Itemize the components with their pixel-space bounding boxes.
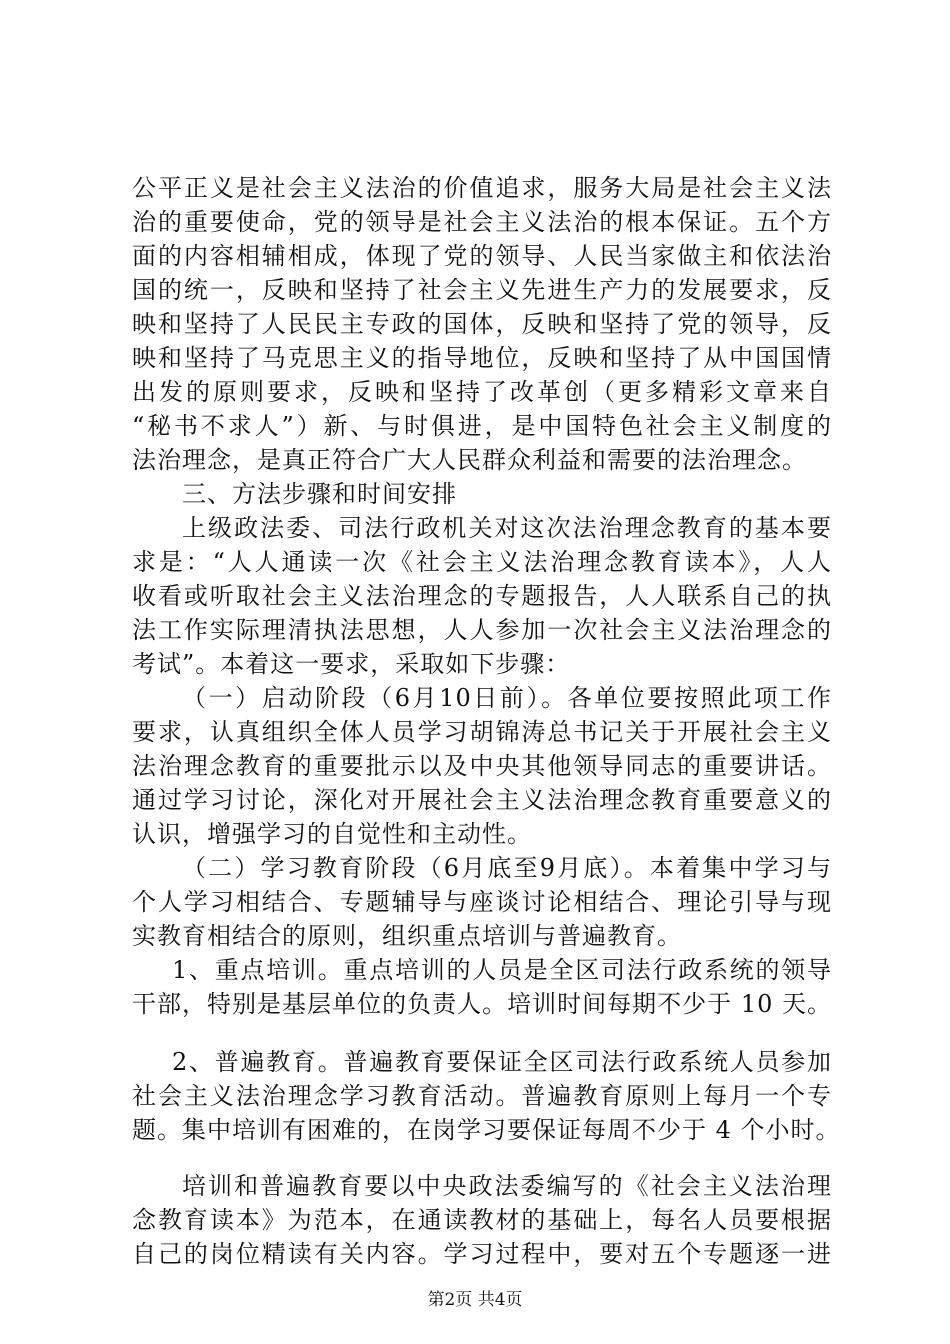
text-line: 上级政法委、司法行政机关对这次法治理念教育的基本要 bbox=[182, 514, 832, 542]
text-line: 映和坚持了马克思主义的指导地位，反映和坚持了从中国国情 bbox=[132, 344, 832, 372]
text-line: 干部，特别是基层单位的负责人。培训时间每期不少于 10 天。 bbox=[132, 990, 832, 1018]
text-line: 通过学习讨论，深化对开展社会主义法治理念教育重要意义的 bbox=[132, 786, 832, 814]
text-line: 个人学习相结合、专题辅导与座谈讨论相结合、理论引导与现 bbox=[132, 888, 832, 916]
text-line: 求是：“人人通读一次《社会主义法治理念教育读本》，人人 bbox=[132, 548, 832, 576]
text-line: 国的统一，反映和坚持了社会主义先进生产力的发展要求，反 bbox=[132, 276, 832, 304]
text-line: 公平正义是社会主义法治的价值追求，服务大局是社会主义法 bbox=[132, 174, 832, 202]
section-heading: 三、方法步骤和时间安排 bbox=[182, 480, 457, 508]
text-line: 实教育相结合的原则，组织重点培训与普遍教育。 bbox=[132, 922, 682, 950]
text-line: 2、普遍教育。普遍教育要保证全区司法行政系统人员参加 bbox=[172, 1048, 832, 1076]
text-line: “秘书不求人”）新、与时俱进，是中国特色社会主义制度的 bbox=[132, 412, 832, 440]
text-line: 收看或听取社会主义法治理念的专题报告，人人联系自己的执 bbox=[132, 582, 832, 610]
text-line: 法工作实际理清执法思想，人人参加一次社会主义法治理念的 bbox=[132, 616, 832, 644]
text-line: 考试”。本着这一要求，采取如下步骤： bbox=[132, 650, 571, 678]
text-line: 面的内容相辅相成，体现了党的领导、人民当家做主和依法治 bbox=[132, 242, 832, 270]
text-line: 念教育读本》为范本，在通读教材的基础上，每名人员要根据 bbox=[132, 1206, 832, 1234]
text-line: （二）学习教育阶段（6月底至9月底）。本着集中学习与 bbox=[182, 854, 832, 882]
text-line: 认识，增强学习的自觉性和主动性。 bbox=[132, 820, 532, 848]
text-line: 自己的岗位精读有关内容。学习过程中，要对五个专题逐一进 bbox=[132, 1240, 832, 1268]
text-line: 1、重点培训。重点培训的人员是全区司法行政系统的领导 bbox=[172, 956, 832, 984]
text-line: （一）启动阶段（6月10日前）。各单位要按照此项工作 bbox=[182, 684, 832, 712]
text-line: 培训和普遍教育要以中央政法委编写的《社会主义法治理 bbox=[182, 1172, 832, 1200]
text-line: 要求，认真组织全体人员学习胡锦涛总书记关于开展社会主义 bbox=[132, 718, 832, 746]
text-line: 法治理念教育的重要批示以及中央其他领导同志的重要讲话。 bbox=[132, 752, 832, 780]
text-line: 题。集中培训有困难的，在岗学习要保证每周不少于 4 个小时。 bbox=[132, 1116, 841, 1144]
text-line: 社会主义法治理念学习教育活动。普遍教育原则上每月一个专 bbox=[132, 1082, 832, 1110]
text-line: 映和坚持了人民民主专政的国体，反映和坚持了党的领导，反 bbox=[132, 310, 832, 338]
page-footer: 第2页 共4页 bbox=[427, 1290, 523, 1310]
text-line: 出发的原则要求，反映和坚持了改革创（更多精彩文章来自 bbox=[132, 378, 832, 406]
text-line: 法治理念，是真正符合广大人民群众利益和需要的法治理念。 bbox=[132, 446, 807, 474]
text-line: 治的重要使命，党的领导是社会主义法治的根本保证。五个方 bbox=[132, 208, 832, 236]
